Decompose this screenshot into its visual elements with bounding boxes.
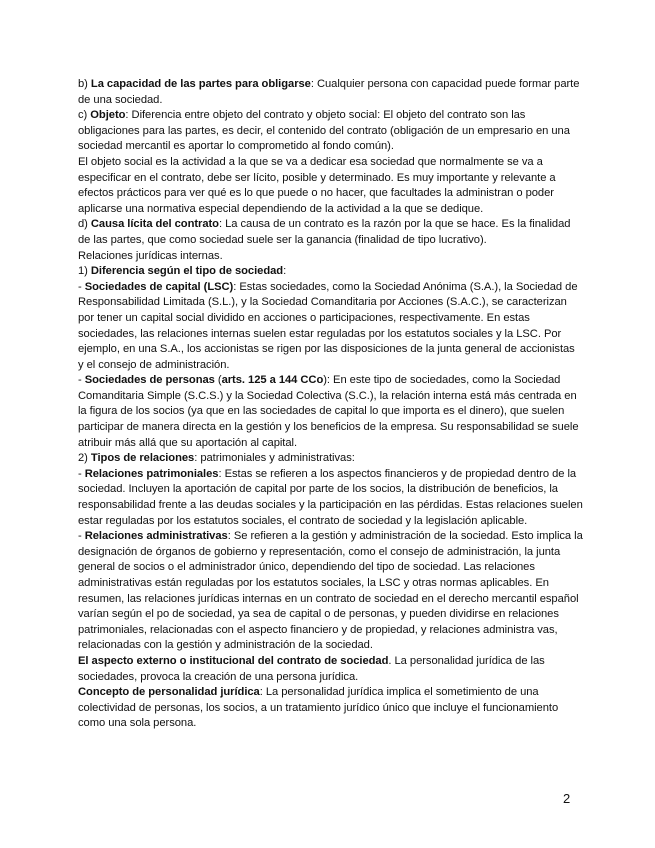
text-run: - (78, 530, 85, 543)
text-run: : La causa de un contrato es la razón por la que se hace. Es la finalidad de las partes, que como sociedad suele ser la ganancia (finalidad de tipo lucrativo). (78, 218, 571, 246)
bold-term: Relaciones patrimoniales (84, 467, 219, 480)
paragraph-personalidad-juridica (78, 685, 583, 732)
text-run: - (78, 280, 85, 293)
text-run: ): En este tipo de sociedades, como la Sociedad Comanditaria Simple (S.C.S.) y la Sociedad Colectiva (S.C.), la relación interna está más centrada en la figura de los socios (ya que en las sociedades de capital lo que importa es el dinero), que suelen participar de manera directa en la gestión y los beneficios de la empresa. Su responsabilidad se suele atribuir más allá que su aportación al capital. (78, 374, 579, 449)
bold-term: La capacidad de las partes para obligarse (90, 78, 311, 90)
paragraph-causa (78, 217, 583, 248)
paragraph-objeto (78, 108, 583, 155)
bold-term: Tipos de relaciones (90, 452, 195, 465)
text-run: 2) (78, 452, 91, 465)
bold-term: Objeto (90, 109, 126, 122)
text-run: : Estas se refieren a los aspectos financieros y de propiedad dentro de la sociedad. Incluyen la aportación de capital por parte de los socios, la distribución de beneficios, la responsabilidad frente a las deudas sociales y la participación en las pérdidas. Estas relaciones suelen estar reguladas por los estatutos sociales, el contrato de sociedad y la legislación aplicable. (78, 467, 583, 527)
bold-term: Sociedades de personas (84, 374, 215, 387)
paragraph-aspecto-externo (78, 654, 583, 685)
bold-term: Causa lícita del contrato (90, 218, 219, 231)
bold-term: arts. 125 a 144 CCo (221, 374, 324, 387)
text-run: b) (78, 78, 91, 90)
paragraph-relaciones-patrimoniales (78, 467, 583, 529)
text-run: . La personalidad jurídica de las sociedades, provoca la creación de una persona jurídica. (78, 654, 545, 683)
paragraph-tipos-relaciones (78, 451, 583, 467)
paragraph-sociedades-capital (78, 280, 583, 374)
text-run: d) (78, 218, 91, 231)
paragraph-capacidad (78, 77, 583, 108)
text-run: : La personalidad jurídica implica el sometimiento de una colectividad de personas, los socios, a un tratamiento jurídico único que incluye el funcionamiento como una sola persona. (78, 686, 559, 730)
bold-term: Concepto de personalidad jurídica (78, 686, 260, 699)
paragraph-relaciones-administrativas (78, 529, 583, 654)
text-run: - (78, 374, 85, 387)
bold-term: El aspecto externo o institucional del contrato de sociedad (78, 654, 389, 667)
text-run: - (78, 467, 85, 480)
paragraph-sociedades-personas (78, 373, 583, 451)
page-number: 2 (563, 791, 571, 806)
bold-term: Diferencia según el tipo de sociedad (90, 265, 284, 278)
paragraph-relaciones-internas (78, 249, 583, 265)
document-body (78, 77, 583, 732)
text-run: c) (78, 109, 91, 122)
text-run: : Estas sociedades, como la Sociedad Anónima (S.A.), la Sociedad de Responsabilidad Limitada (S.L.), y la Sociedad Comanditaria por Acciones (S.A.C.), se caracterizan por tener un capital social dividido en acciones o participaciones, respectivamente. En estas sociedades, las relaciones internas suelen estar reguladas por los estatutos sociales y la LSC. Por ejemplo, en una S.A., los accionistas se rigen por las disposiciones de la junta general de accionistas y el consejo de administración. (78, 280, 578, 371)
bold-term: Sociedades de capital (LSC) (84, 280, 234, 293)
text-run: 1) (78, 265, 91, 278)
text-run: : patrimoniales y administrativas: (194, 452, 355, 465)
text-run: : Diferencia entre objeto del contrato y objeto social: El objeto del contrato son las obligaciones para las partes, es decir, el contenido del contrato (obligación de un empresario en una sociedad mercantil es aportar lo comprometido al fondo común). (78, 109, 570, 153)
text-run: ( (214, 374, 222, 387)
paragraph-diferencia-tipo (78, 264, 583, 280)
text-run: El objeto social es la actividad a la que se va a dedicar esa sociedad que normalmente se va a especificar en el contrato, debe ser lícito, posible y determinado. Es muy importante y relevante a efectos prácticos para ver qué es lo que puede o no hacer, que facultades la administran o poder aplicarse una normativa especial dependiendo de la actividad a la que se dedique. (78, 155, 556, 215)
text-run: : (283, 265, 287, 278)
text-run: : Se refieren a la gestión y administración de la sociedad. Esto implica la designación de órganos de gobierno y representación, como el consejo de administración, la junta general de socios o el administrador único, dependiendo del tipo de sociedad. Las relaciones administrativas están reguladas por los estatutos sociales, la LSC y otras normas aplicables. En resumen, las relaciones jurídicas internas en un contrato de sociedad en el derecho mercantil español varían según el po de sociedad, ya sea de capital o de personas, y pueden dividirse en relaciones patrimoniales, relacionadas con el aspecto financiero y de propiedad, y relaciones administra vas, relacionadas con la gestión y administración de la sociedad. (78, 530, 583, 652)
paragraph-objeto-social (78, 155, 583, 217)
bold-term: Relaciones administrativas (84, 530, 228, 543)
text-run: Relaciones jurídicas internas. (78, 249, 223, 262)
text-run: : Cualquier persona con capacidad puede formar parte de una sociedad. (78, 78, 580, 106)
